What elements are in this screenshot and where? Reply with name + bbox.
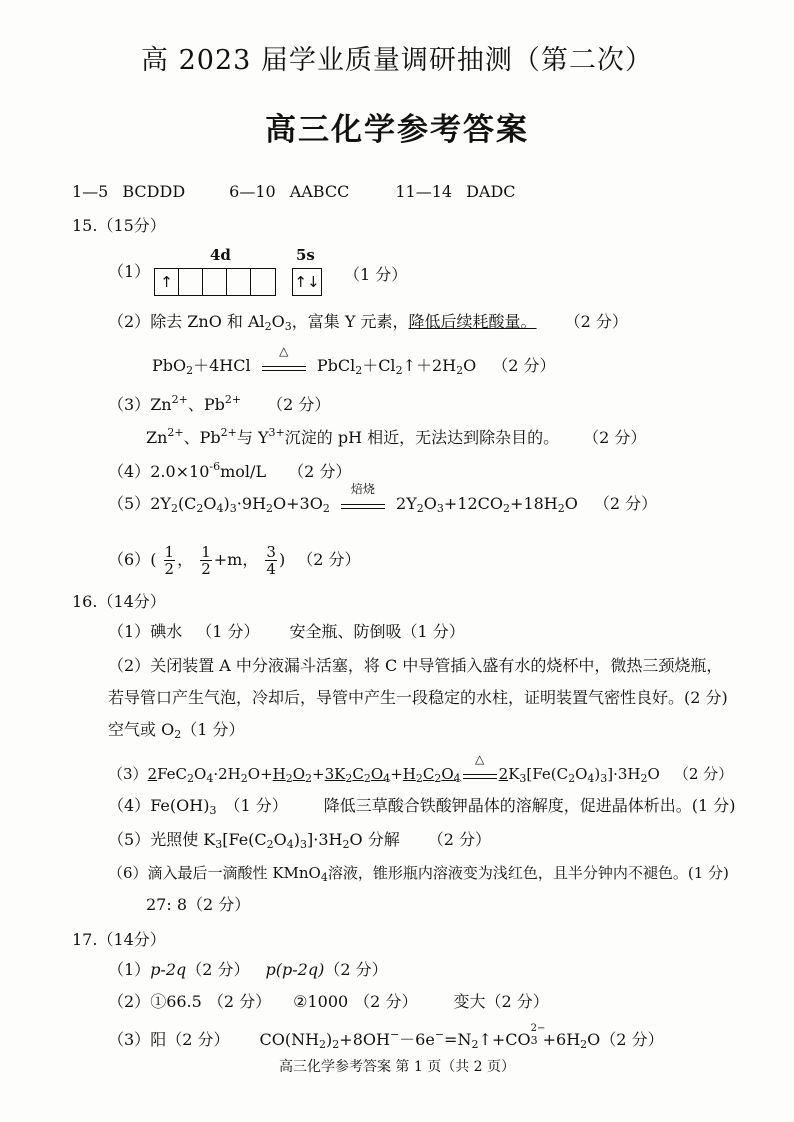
orbital-box bbox=[251, 269, 275, 295]
orbital-label-5s: 5s bbox=[296, 246, 315, 264]
orbital-box bbox=[203, 269, 227, 295]
score: （1 分） bbox=[196, 622, 260, 641]
q16-part2-line3: 空气或 $O_2(1$ 分） bbox=[108, 720, 245, 741]
q15-part3-explanation: $Zn^{2+}$、$Pb^{2+}$与 $Y^{3+}$沉淀的 pH 相近，无法达到除杂目的。 （2 分） bbox=[146, 426, 647, 447]
orbital-box: ↑↓ bbox=[294, 273, 320, 291]
score: （2 分） bbox=[187, 895, 251, 914]
q16-part6-line: （6）滴入最后一滴酸性 KMnO$_4$溶液，锥形瓶内溶液变为浅红色，且半分钟内不褪色。(1 分) bbox=[108, 864, 729, 884]
q16-part1-line: （1）碘水 （1 分） 安全瓶、防倒吸（1 分） bbox=[108, 622, 465, 641]
question-16-heading: 16.（14分） bbox=[72, 592, 166, 611]
score: （2 分） bbox=[324, 960, 388, 979]
mc-answers bbox=[72, 182, 516, 202]
question-15-heading: 15.（15分） bbox=[72, 216, 166, 235]
score: （2 分） bbox=[207, 992, 272, 1011]
q15-part1-number: （1） bbox=[108, 262, 151, 281]
q16-part6-ratio: 27: 8（2 分） bbox=[146, 895, 251, 914]
score: （2 分） bbox=[600, 1030, 664, 1049]
score: （2 分） bbox=[485, 992, 549, 1011]
score: （2 分） bbox=[186, 960, 250, 979]
q16-part2-line1: （2）关闭装置 A 中分液漏斗活塞，将 C 中导管插入盛有水的烧杯中，微热三颈烧瓶， bbox=[108, 656, 723, 675]
page-footer: 高三化学参考答案 第 1 页（共 2 页） bbox=[278, 1059, 516, 1075]
score: （1 分） bbox=[344, 265, 408, 284]
chemical-equation: PbO$_2$＋4HCl △ $PbCl_2+Cl_2↑+2H_2O$ （2 分） bbox=[152, 343, 556, 377]
orbital-label-4d: 4d bbox=[210, 246, 231, 264]
score: （2 分） bbox=[427, 830, 491, 849]
exam-title: 高 2023 届学业质量调研抽测（第二次） bbox=[141, 45, 653, 76]
score: （1 分） bbox=[224, 796, 288, 815]
q17-part2-line: （2）①66.5 （2 分） ②1000 （2 分） 变大（2 分） bbox=[108, 992, 549, 1011]
fraction: $\frac{1}{2}$ bbox=[201, 543, 211, 578]
score: （2 分） bbox=[267, 395, 331, 414]
q16-part4-line: $(4)Fe(OH)_3$ （1 分） 降低三草酸合铁酸钾晶体的溶解度，促进晶体析出。(1 分) bbox=[108, 796, 736, 817]
reaction-condition: △ bbox=[262, 357, 306, 377]
q16-part5-line: （5）光照使 $K_3[Fe(C_2O_4)_3]\cdot 3H_2O$ 分解 （2 分） bbox=[108, 830, 491, 851]
q17-part1-line: （1）p-2q（2 分） p(p-2q)（2 分） bbox=[108, 960, 388, 979]
q15-part6-coordinates: （6）( $\frac{1}{2}$ ， $\frac{1}{2}$ +m， $\frac{3}{4}$ ) （2 分） bbox=[108, 543, 361, 578]
q15-part3-line: $(3)Zn^{2+}$、$Pb^{2+}$ （2 分） bbox=[108, 393, 331, 414]
mc-group-answers: DADC bbox=[466, 182, 516, 201]
score: （1 分） bbox=[181, 720, 245, 739]
orbital-box bbox=[227, 269, 251, 295]
score: （2 分） bbox=[297, 550, 361, 569]
orbital-diagram-5s bbox=[292, 268, 322, 296]
q17-part3-line: （3）阳（2 分） $CO(NH_2)_2+8OH^--6e^-=N_2↑+CO$ 2− 3 $+6H_2O(2$ 分） bbox=[108, 1023, 664, 1051]
fraction: $\frac{1}{2}$ bbox=[164, 543, 175, 578]
underlined-answer: 降低后续耗酸量。 bbox=[408, 312, 537, 331]
orbital-diagram-4d bbox=[154, 268, 276, 296]
mc-group-label: 6—10 bbox=[229, 182, 276, 201]
fraction: $\frac{3}{4}$ bbox=[266, 543, 276, 578]
q15-part5-equation: $(5)2Y_2(C_2O_4)_3\cdot 9H_2O+3O_2$ 焙烧 $2Y_2O_3+12CO_2+18H_2O$ （2 分） bbox=[108, 481, 658, 515]
q16-part3-equation: $(3)2FeC_2O_4\cdot 2H_2O+H_2O_2+3K_2C_2O_4+H_2C_2O_4$ △ $2K_3[Fe(C_2O_4)_3]\cdot 3H_2O$ （2 分） bbox=[108, 752, 734, 785]
score: （2 分） bbox=[492, 356, 556, 375]
score: （2 分） bbox=[564, 312, 628, 331]
score: （2 分） bbox=[288, 462, 352, 481]
score: （2 分） bbox=[583, 428, 647, 447]
q15-part4-line: $(4)2.0\times 10^{-6}mol/L$ （2 分） bbox=[108, 460, 352, 481]
mc-group-label: 1—5 bbox=[72, 182, 109, 201]
mc-group-label: 11—14 bbox=[395, 182, 453, 201]
page-title: 高三化学参考答案 bbox=[265, 112, 529, 148]
score: （2 分） bbox=[354, 992, 418, 1011]
score: （2 分） bbox=[593, 494, 658, 513]
orbital-box bbox=[179, 269, 203, 295]
q15-part2-line: （2）除去 ZnO 和 $Al_2O_3$，富集 Y 元素，降低后续耗酸量。 （2 分） bbox=[108, 312, 628, 333]
reaction-condition: △ bbox=[463, 765, 497, 785]
reaction-condition: 焙烧 bbox=[341, 495, 385, 515]
mc-group-answers: AABCC bbox=[289, 182, 350, 201]
mc-group-answers: BCDDD bbox=[122, 182, 186, 201]
score: （2 分） bbox=[673, 765, 734, 783]
orbital-box: ↑ bbox=[155, 269, 179, 295]
q16-part2-line2: 若导管口产生气泡，冷却后，导管中产生一段稳定的水柱，证明装置气密性良好。(2 分) bbox=[108, 688, 728, 707]
question-17-heading: 17.（14分） bbox=[72, 930, 166, 949]
score: （2 分） bbox=[166, 1030, 230, 1049]
